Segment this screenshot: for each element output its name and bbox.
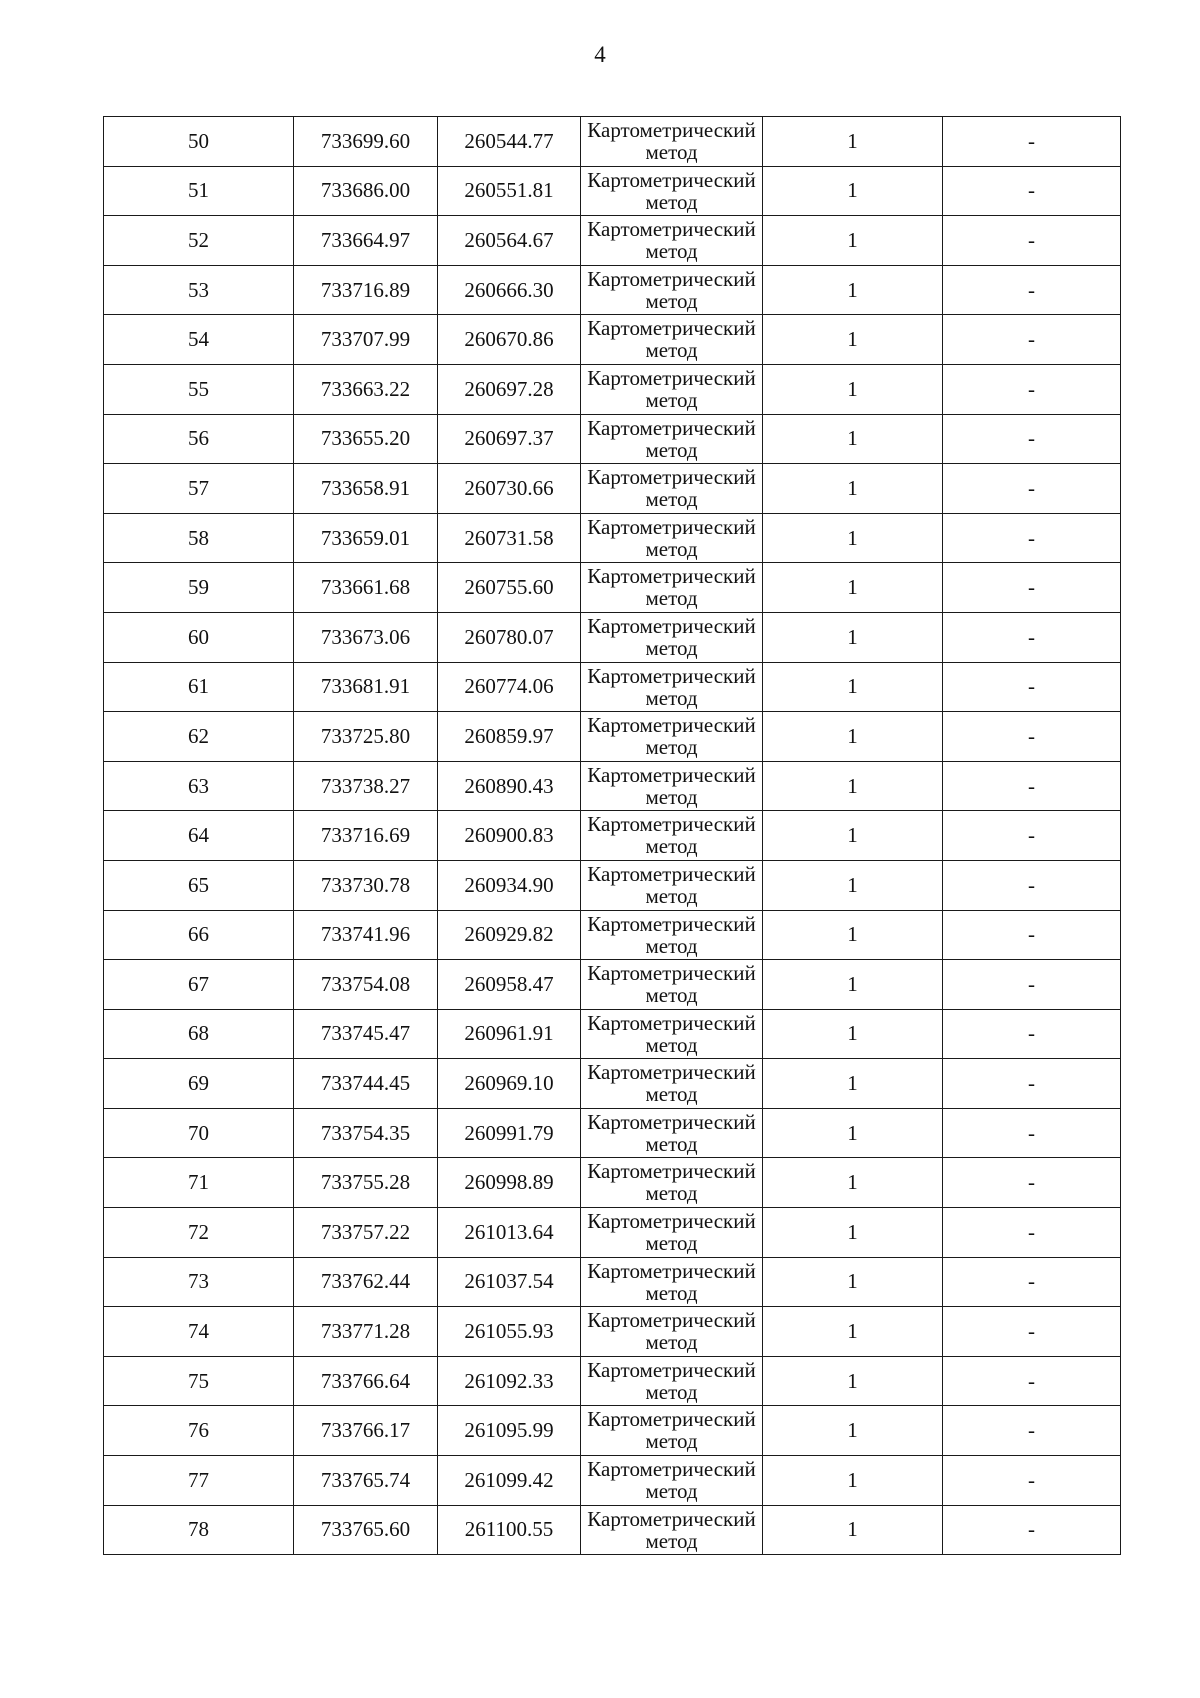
method-line1: Картометрический xyxy=(587,1357,756,1382)
method-line1: Картометрический xyxy=(587,266,756,291)
y-coordinate-cell: 260961.91 xyxy=(438,1009,581,1059)
method-cell xyxy=(581,315,763,365)
table-row xyxy=(104,563,1121,613)
note-cell: - xyxy=(943,117,1121,167)
method-line1: Картометрический xyxy=(587,1159,756,1184)
note-cell: - xyxy=(943,860,1121,910)
accuracy-cell: 1 xyxy=(763,910,943,960)
method-cell xyxy=(581,513,763,563)
method-line1: Картометрический xyxy=(587,1457,756,1482)
point-number-cell: 50 xyxy=(104,117,294,167)
y-coordinate-cell: 260697.28 xyxy=(438,364,581,414)
note-cell: - xyxy=(943,464,1121,514)
method-cell xyxy=(581,662,763,712)
method-line2: метод xyxy=(645,1082,698,1107)
table-row xyxy=(104,117,1121,167)
x-coordinate-cell: 733765.60 xyxy=(294,1505,438,1555)
accuracy-cell: 1 xyxy=(763,761,943,811)
method-line1: Картометрический xyxy=(587,316,756,341)
point-number-cell: 64 xyxy=(104,811,294,861)
point-number-cell: 54 xyxy=(104,315,294,365)
x-coordinate-cell: 733659.01 xyxy=(294,513,438,563)
table-row xyxy=(104,960,1121,1010)
table-row xyxy=(104,1406,1121,1456)
method-cell xyxy=(581,1456,763,1506)
method-line2: метод xyxy=(645,189,698,214)
note-cell: - xyxy=(943,1158,1121,1208)
method-line1: Картометрический xyxy=(587,365,756,390)
table-row xyxy=(104,414,1121,464)
note-cell: - xyxy=(943,1356,1121,1406)
x-coordinate-cell: 733699.60 xyxy=(294,117,438,167)
point-number-cell: 57 xyxy=(104,464,294,514)
method-line1: Картометрический xyxy=(587,465,756,490)
method-line1: Картометрический xyxy=(587,118,756,142)
y-coordinate-cell: 260551.81 xyxy=(438,166,581,216)
y-coordinate-cell: 260991.79 xyxy=(438,1108,581,1158)
method-cell xyxy=(581,364,763,414)
note-cell: - xyxy=(943,563,1121,613)
note-cell: - xyxy=(943,414,1121,464)
point-number-cell: 70 xyxy=(104,1108,294,1158)
point-number-cell: 73 xyxy=(104,1257,294,1307)
table-row xyxy=(104,1009,1121,1059)
y-coordinate-cell: 260934.90 xyxy=(438,860,581,910)
method-line2: метод xyxy=(645,834,698,859)
table-row xyxy=(104,1208,1121,1258)
x-coordinate-cell: 733686.00 xyxy=(294,166,438,216)
method-cell xyxy=(581,712,763,762)
y-coordinate-cell: 260564.67 xyxy=(438,216,581,266)
point-number-cell: 69 xyxy=(104,1059,294,1109)
point-number-cell: 65 xyxy=(104,860,294,910)
table-row xyxy=(104,513,1121,563)
method-line1: Картометрический xyxy=(587,1010,756,1035)
method-line1: Картометрический xyxy=(587,1407,756,1432)
x-coordinate-cell: 733661.68 xyxy=(294,563,438,613)
table-row xyxy=(104,612,1121,662)
table-row xyxy=(104,1158,1121,1208)
note-cell: - xyxy=(943,166,1121,216)
point-number-cell: 51 xyxy=(104,166,294,216)
accuracy-cell: 1 xyxy=(763,612,943,662)
method-line2: метод xyxy=(645,983,698,1008)
method-line1: Картометрический xyxy=(587,663,756,688)
note-cell: - xyxy=(943,910,1121,960)
accuracy-cell: 1 xyxy=(763,216,943,266)
method-line2: метод xyxy=(645,586,698,611)
x-coordinate-cell: 733754.35 xyxy=(294,1108,438,1158)
note-cell: - xyxy=(943,1406,1121,1456)
x-coordinate-cell: 733755.28 xyxy=(294,1158,438,1208)
note-cell: - xyxy=(943,1257,1121,1307)
method-cell xyxy=(581,414,763,464)
method-line2: метод xyxy=(645,1181,698,1206)
method-cell xyxy=(581,1009,763,1059)
accuracy-cell: 1 xyxy=(763,811,943,861)
note-cell: - xyxy=(943,612,1121,662)
note-cell: - xyxy=(943,1505,1121,1555)
accuracy-cell: 1 xyxy=(763,166,943,216)
method-line2: метод xyxy=(645,1379,698,1404)
x-coordinate-cell: 733707.99 xyxy=(294,315,438,365)
method-line1: Картометрический xyxy=(587,1308,756,1333)
table-row xyxy=(104,364,1121,414)
method-line2: метод xyxy=(645,933,698,958)
accuracy-cell: 1 xyxy=(763,1158,943,1208)
note-cell: - xyxy=(943,761,1121,811)
method-line1: Картометрический xyxy=(587,167,756,192)
method-cell xyxy=(581,464,763,514)
method-line2: метод xyxy=(645,735,698,760)
y-coordinate-cell: 260666.30 xyxy=(438,265,581,315)
method-line1: Картометрический xyxy=(587,415,756,440)
method-line2: метод xyxy=(645,1280,698,1305)
method-line2: метод xyxy=(645,1131,698,1156)
table-row xyxy=(104,1307,1121,1357)
coordinates-table-body xyxy=(104,117,1121,1555)
accuracy-cell: 1 xyxy=(763,117,943,167)
x-coordinate-cell: 733754.08 xyxy=(294,960,438,1010)
note-cell: - xyxy=(943,1009,1121,1059)
accuracy-cell: 1 xyxy=(763,860,943,910)
y-coordinate-cell: 260859.97 xyxy=(438,712,581,762)
y-coordinate-cell: 260544.77 xyxy=(438,117,581,167)
table-row xyxy=(104,1356,1121,1406)
coordinates-table xyxy=(103,116,1121,1555)
point-number-cell: 78 xyxy=(104,1505,294,1555)
method-cell xyxy=(581,612,763,662)
note-cell: - xyxy=(943,1456,1121,1506)
x-coordinate-cell: 733766.64 xyxy=(294,1356,438,1406)
accuracy-cell: 1 xyxy=(763,563,943,613)
y-coordinate-cell: 260969.10 xyxy=(438,1059,581,1109)
method-line1: Картометрический xyxy=(587,217,756,242)
x-coordinate-cell: 733745.47 xyxy=(294,1009,438,1059)
method-line2: метод xyxy=(645,1231,698,1256)
table-row xyxy=(104,662,1121,712)
method-line2: метод xyxy=(645,685,698,710)
point-number-cell: 62 xyxy=(104,712,294,762)
method-cell xyxy=(581,117,763,167)
y-coordinate-cell: 261037.54 xyxy=(438,1257,581,1307)
y-coordinate-cell: 261100.55 xyxy=(438,1505,581,1555)
method-line1: Картометрический xyxy=(587,1109,756,1134)
note-cell: - xyxy=(943,315,1121,365)
y-coordinate-cell: 261092.33 xyxy=(438,1356,581,1406)
method-line1: Картометрический xyxy=(587,961,756,986)
method-line2: метод xyxy=(645,883,698,908)
note-cell: - xyxy=(943,513,1121,563)
y-coordinate-cell: 260755.60 xyxy=(438,563,581,613)
x-coordinate-cell: 733716.69 xyxy=(294,811,438,861)
method-cell xyxy=(581,1158,763,1208)
x-coordinate-cell: 733673.06 xyxy=(294,612,438,662)
point-number-cell: 76 xyxy=(104,1406,294,1456)
method-line1: Картометрический xyxy=(587,514,756,539)
table-row xyxy=(104,860,1121,910)
method-line1: Картометрический xyxy=(587,1258,756,1283)
method-line1: Картометрический xyxy=(587,713,756,738)
point-number-cell: 53 xyxy=(104,265,294,315)
accuracy-cell: 1 xyxy=(763,1108,943,1158)
point-number-cell: 56 xyxy=(104,414,294,464)
method-line1: Картометрический xyxy=(587,911,756,936)
point-number-cell: 68 xyxy=(104,1009,294,1059)
method-line2: метод xyxy=(645,635,698,660)
method-cell xyxy=(581,960,763,1010)
point-number-cell: 71 xyxy=(104,1158,294,1208)
method-line1: Картометрический xyxy=(587,613,756,638)
y-coordinate-cell: 261095.99 xyxy=(438,1406,581,1456)
method-line2: метод xyxy=(645,338,698,363)
point-number-cell: 52 xyxy=(104,216,294,266)
method-line1: Картометрический xyxy=(587,1506,756,1531)
x-coordinate-cell: 733766.17 xyxy=(294,1406,438,1456)
point-number-cell: 72 xyxy=(104,1208,294,1258)
point-number-cell: 61 xyxy=(104,662,294,712)
table-row xyxy=(104,1108,1121,1158)
table-row xyxy=(104,265,1121,315)
method-cell xyxy=(581,1208,763,1258)
accuracy-cell: 1 xyxy=(763,1307,943,1357)
point-number-cell: 55 xyxy=(104,364,294,414)
note-cell: - xyxy=(943,960,1121,1010)
method-line2: метод xyxy=(645,1479,698,1504)
point-number-cell: 60 xyxy=(104,612,294,662)
y-coordinate-cell: 260890.43 xyxy=(438,761,581,811)
note-cell: - xyxy=(943,712,1121,762)
y-coordinate-cell: 260670.86 xyxy=(438,315,581,365)
accuracy-cell: 1 xyxy=(763,1406,943,1456)
point-number-cell: 58 xyxy=(104,513,294,563)
method-line2: метод xyxy=(645,1330,698,1355)
method-cell xyxy=(581,910,763,960)
accuracy-cell: 1 xyxy=(763,712,943,762)
accuracy-cell: 1 xyxy=(763,960,943,1010)
method-line2: метод xyxy=(645,784,698,809)
method-line2: метод xyxy=(645,288,698,313)
method-line2: метод xyxy=(645,1032,698,1057)
x-coordinate-cell: 733658.91 xyxy=(294,464,438,514)
note-cell: - xyxy=(943,216,1121,266)
table-row xyxy=(104,216,1121,266)
table-row xyxy=(104,1059,1121,1109)
method-cell xyxy=(581,1059,763,1109)
method-cell xyxy=(581,811,763,861)
table-row xyxy=(104,761,1121,811)
x-coordinate-cell: 733738.27 xyxy=(294,761,438,811)
accuracy-cell: 1 xyxy=(763,1208,943,1258)
table-row xyxy=(104,166,1121,216)
x-coordinate-cell: 733765.74 xyxy=(294,1456,438,1506)
accuracy-cell: 1 xyxy=(763,1505,943,1555)
accuracy-cell: 1 xyxy=(763,513,943,563)
method-line1: Картометрический xyxy=(587,564,756,589)
method-cell xyxy=(581,1406,763,1456)
note-cell: - xyxy=(943,1108,1121,1158)
method-line1: Картометрический xyxy=(587,1209,756,1234)
method-line2: метод xyxy=(645,487,698,512)
table-row xyxy=(104,811,1121,861)
y-coordinate-cell: 260998.89 xyxy=(438,1158,581,1208)
x-coordinate-cell: 733681.91 xyxy=(294,662,438,712)
point-number-cell: 66 xyxy=(104,910,294,960)
note-cell: - xyxy=(943,364,1121,414)
x-coordinate-cell: 733730.78 xyxy=(294,860,438,910)
accuracy-cell: 1 xyxy=(763,464,943,514)
method-line2: метод xyxy=(645,140,698,164)
y-coordinate-cell: 260731.58 xyxy=(438,513,581,563)
x-coordinate-cell: 733663.22 xyxy=(294,364,438,414)
accuracy-cell: 1 xyxy=(763,662,943,712)
method-cell xyxy=(581,860,763,910)
accuracy-cell: 1 xyxy=(763,1257,943,1307)
table-row xyxy=(104,910,1121,960)
method-line1: Картометрический xyxy=(587,812,756,837)
y-coordinate-cell: 260958.47 xyxy=(438,960,581,1010)
method-line1: Картометрический xyxy=(587,762,756,787)
method-cell xyxy=(581,1505,763,1555)
x-coordinate-cell: 733716.89 xyxy=(294,265,438,315)
accuracy-cell: 1 xyxy=(763,1356,943,1406)
x-coordinate-cell: 733757.22 xyxy=(294,1208,438,1258)
accuracy-cell: 1 xyxy=(763,1009,943,1059)
table-row xyxy=(104,1456,1121,1506)
method-line2: метод xyxy=(645,387,698,412)
method-line2: метод xyxy=(645,239,698,264)
y-coordinate-cell: 261055.93 xyxy=(438,1307,581,1357)
method-cell xyxy=(581,1356,763,1406)
method-cell xyxy=(581,1307,763,1357)
note-cell: - xyxy=(943,1208,1121,1258)
y-coordinate-cell: 261013.64 xyxy=(438,1208,581,1258)
method-line1: Картометрический xyxy=(587,861,756,886)
method-line1: Картометрический xyxy=(587,1060,756,1085)
x-coordinate-cell: 733744.45 xyxy=(294,1059,438,1109)
method-line2: метод xyxy=(645,1528,698,1553)
method-line2: метод xyxy=(645,536,698,561)
method-cell xyxy=(581,166,763,216)
note-cell: - xyxy=(943,1059,1121,1109)
x-coordinate-cell: 733725.80 xyxy=(294,712,438,762)
note-cell: - xyxy=(943,265,1121,315)
x-coordinate-cell: 733762.44 xyxy=(294,1257,438,1307)
y-coordinate-cell: 261099.42 xyxy=(438,1456,581,1506)
method-cell xyxy=(581,216,763,266)
method-cell xyxy=(581,563,763,613)
point-number-cell: 59 xyxy=(104,563,294,613)
point-number-cell: 63 xyxy=(104,761,294,811)
method-cell xyxy=(581,1108,763,1158)
note-cell: - xyxy=(943,662,1121,712)
accuracy-cell: 1 xyxy=(763,1456,943,1506)
accuracy-cell: 1 xyxy=(763,364,943,414)
point-number-cell: 67 xyxy=(104,960,294,1010)
table-row xyxy=(104,1505,1121,1555)
accuracy-cell: 1 xyxy=(763,1059,943,1109)
table-row xyxy=(104,464,1121,514)
method-cell xyxy=(581,761,763,811)
accuracy-cell: 1 xyxy=(763,315,943,365)
y-coordinate-cell: 260697.37 xyxy=(438,414,581,464)
note-cell: - xyxy=(943,1307,1121,1357)
y-coordinate-cell: 260900.83 xyxy=(438,811,581,861)
x-coordinate-cell: 733655.20 xyxy=(294,414,438,464)
y-coordinate-cell: 260774.06 xyxy=(438,662,581,712)
point-number-cell: 74 xyxy=(104,1307,294,1357)
page-number: 4 xyxy=(594,42,606,67)
method-cell xyxy=(581,265,763,315)
y-coordinate-cell: 260929.82 xyxy=(438,910,581,960)
note-cell: - xyxy=(943,811,1121,861)
point-number-cell: 77 xyxy=(104,1456,294,1506)
x-coordinate-cell: 733741.96 xyxy=(294,910,438,960)
method-cell xyxy=(581,1257,763,1307)
accuracy-cell: 1 xyxy=(763,265,943,315)
table-row xyxy=(104,1257,1121,1307)
table-row xyxy=(104,712,1121,762)
method-line2: метод xyxy=(645,1429,698,1454)
y-coordinate-cell: 260780.07 xyxy=(438,612,581,662)
point-number-cell: 75 xyxy=(104,1356,294,1406)
table-row xyxy=(104,315,1121,365)
x-coordinate-cell: 733771.28 xyxy=(294,1307,438,1357)
y-coordinate-cell: 260730.66 xyxy=(438,464,581,514)
accuracy-cell: 1 xyxy=(763,414,943,464)
x-coordinate-cell: 733664.97 xyxy=(294,216,438,266)
method-line2: метод xyxy=(645,437,698,462)
